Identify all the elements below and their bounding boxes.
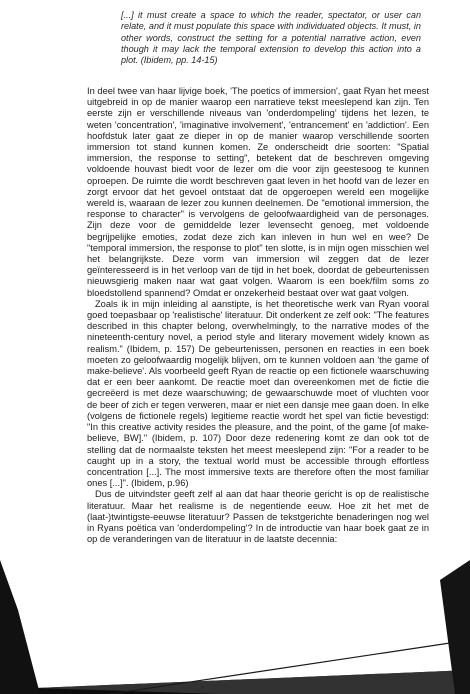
dark-page-edge — [0, 640, 470, 694]
paragraph-2: Zoals ik in mijn inleiding al aanstipte, is het theoretische werk van Ryan vooral goed toepasbaar op 'realistische' literatuur. Dit onderkent ze zelf ook: "The features described in this chapter belong, overwhelmingly, to the narrative modes of the nineteenth-century novel, a period style and literary movement widely known as realism." (Ibidem, p. 157) De gebeurtenissen, personen en reacties in een boek moeten zo geloofwaardig mogelijk blijven, om te kunnen voldoen aan 'the game of make-believe'. Als voorbeeld geeft Ryan de reactie op een fictionele waarschuwing dat er een beer aankomt. De reactie moet dan overeenkomen met de fictie die gecreëerd is met deze waarschuwing; de gewaarschuwde moet of vluchten voor de beer of zich er tegen verweren, maar er niet een dansje mee gaan doen. In elke (volgens de fictionele regels) legitieme reactie wordt het spel van fictie bevestigd: "In this creative activity resides the pleasure, and the point, of the game [of make-believe, BW]." (Ibidem, p. 107) Door deze redenering komt ze dan ook tot de stelling dat de normaalste teksten het meest meeslepend zijn: "For a reader to be caught up in a story, the textual world must be accessible through effortless concentration [...]. The most immersive texts are therefore often the most familiar ones [...]". (Ibidem, p.96) — [87, 298, 429, 489]
paragraph-3: Dus de uitvindster geeft zelf al aan dat haar theorie gericht is op de realistische literatuur. Maar het realisme is de negentiende eeuw. Hoe zit het met de (laat-)twintigste-eeuwse literatuur? Passen de tekstgerichte benaderingen nog wel in Ryans poëtica van 'onderdompeling'? In de introductie van haar boek gaat ze in op de veranderingen van de literatuur in de laatste decennia: — [87, 489, 429, 545]
body-text — [87, 86, 429, 545]
page-crease-line — [110, 640, 470, 694]
right-edge-shadow — [440, 560, 470, 694]
block-quote: [...] it must create a space to which the reader, spectator, or user can relate, and it must populate this space with individuated objects. It must, in other words, construct the setting for a potential narrative action, even though it may lack the temporal extension to develop this action into a plot. (Ibidem, pp. 14-15) — [121, 10, 421, 66]
gray-page-edge — [36, 670, 470, 694]
paragraph-1: In deel twee van haar lijvige boek, 'The poetics of immersion', gaat Ryan het meest uitgebreid in op de manier waarop een narratieve tekst meeslepend kan zijn. Ten eerste zijn er verschillende niveaus van 'onderdompeling' tijdens het lezen, te weten 'concentration', 'imaginative involvement', 'entrancement' en 'addiction'. Een hoofdstuk later gaat ze dieper in op de manier waarop verschillende soorten immersion tot stand kunnen komen. Ze onderscheidt drie soorten: "Spatial immersion, the response to setting", betekent dat de beschreven omgeving voldoende houvast biedt voor de lezer om die voor zijn geestesoog te kunnen oproepen. De ruimte die wordt beschreven gaat leven in het hoofd van de lezer en zorgt ervoor dat het gevoel ontstaat dat de opgeroepen wereld een mogelijke wereld is, waaraan de lezer zou kunnen deelnemen. De "emotional immersion, the response to character" is vervolgens de geloofwaardigheid van de personages. Zijn deze voor de gemiddelde lezer levensecht genoeg, met voldoende begrijpelijke emoties, zodat deze zich kan inleven in hun wel en wee? De "temporal immersion, the response to plot" ten slotte, is in mijn ogen misschien wel het belangrijkste. Deze vorm van immersion wil zeggen dat de lezer geïnteresseerd is in het verloop van de tijd in het boek, doordat de gebeurtenissen nieuwsgierig maken naar wat gaat volgen. Waarom is een boek/film soms zo bloedstollend spannend? Omdat er onzekerheid bestaat over wat gaat volgen. — [87, 86, 429, 298]
left-edge-shadow — [0, 560, 40, 694]
